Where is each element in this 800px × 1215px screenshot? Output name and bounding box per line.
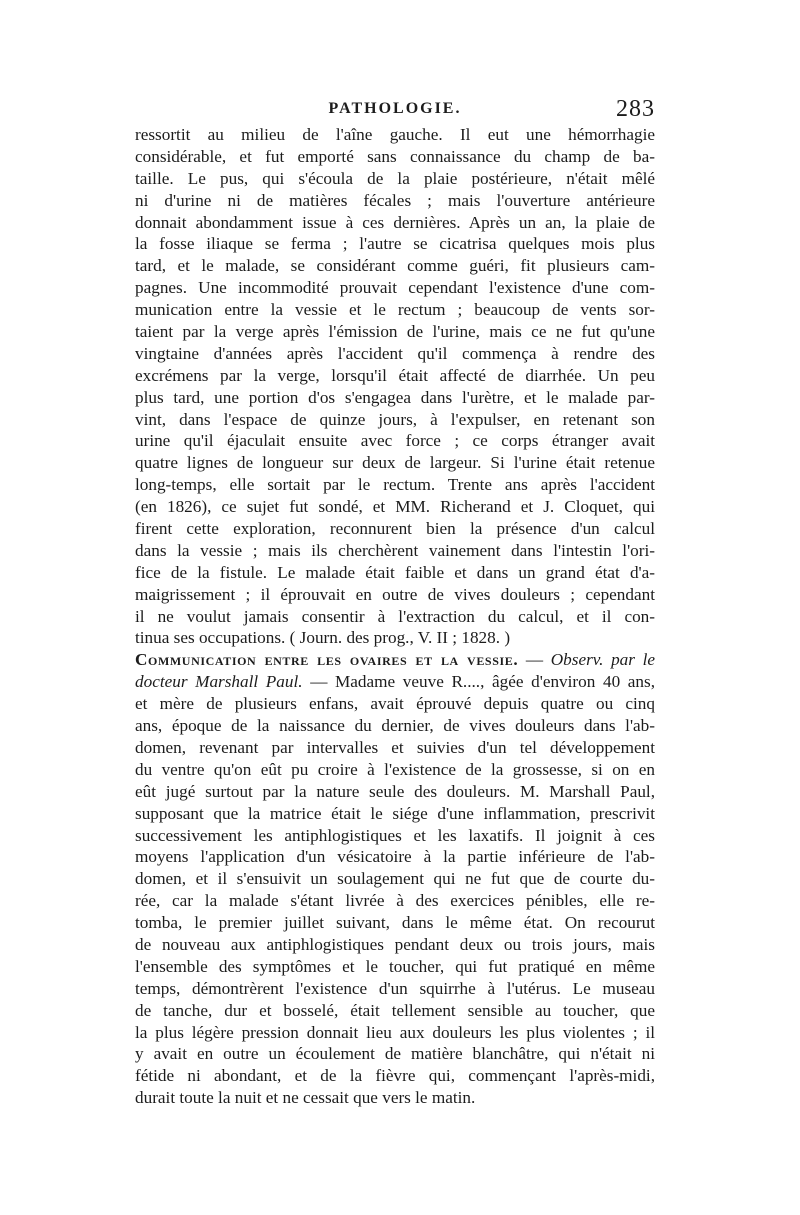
section-dash: — bbox=[518, 650, 551, 670]
text-line: fice de la fistule. Le malade était faible et dans un grand état d'a- bbox=[135, 562, 655, 582]
text-line: ressortit au milieu de l'aîne gauche. Il eut une hémorrhagie bbox=[135, 125, 655, 144]
text-line: tinua ses occupations. ( Journ. des prog., V. II ; 1828. ) bbox=[135, 628, 511, 648]
text-line: maigrissement ; il éprouvait en outre de vives douleurs ; cependant bbox=[135, 584, 655, 604]
text-line: domen, et il s'ensuivit un soulagement qui ne fut que de courte du- bbox=[135, 869, 655, 889]
text-line: fétide ni abondant, et de la fièvre qui, commençant l'après-midi, bbox=[135, 1066, 655, 1086]
text-line: de tanche, dur et bosselé, était tellement sensible au toucher, que bbox=[135, 1000, 655, 1020]
text-line: eût jugé surtout par la nature seule des douleurs. M. Marshall Paul, bbox=[135, 781, 655, 801]
section-lead-text: — Madame veuve R...., âgée d'environ 40 ans, bbox=[302, 672, 655, 692]
text-line: successivement les antiphlogistiques et les laxatifs. Il joignit à ces bbox=[135, 825, 655, 845]
text-line: vingtaine d'années après l'accident qu'il commença à rendre des bbox=[135, 343, 655, 363]
text-line: supposant que la matrice était le siége d'une inflammation, prescrivit bbox=[135, 803, 655, 823]
text-line: pagnes. Une incommodité prouvait cependant l'existence d'une com- bbox=[135, 278, 655, 298]
text-line: rée, car la malade s'étant livrée à des exercices pénibles, elle re- bbox=[135, 891, 655, 911]
text-line: moyens l'application d'un vésicatoire à la partie inférieure de l'ab- bbox=[135, 847, 655, 867]
text-line: urine qu'il éjaculait ensuite avec force ; ce corps étranger avait bbox=[135, 431, 655, 451]
text-line: domen, revenant par intervalles et suivies d'un tel développement bbox=[135, 737, 655, 757]
text-line: plus tard, une portion d'os s'engagea dans l'urètre, et le malade par- bbox=[135, 387, 655, 407]
body-text bbox=[135, 124, 655, 1109]
section-lead-line bbox=[135, 671, 655, 693]
text-line: y avait en outre un écoulement de matière blanchâtre, qui n'était ni bbox=[135, 1044, 655, 1064]
section-heading-line bbox=[135, 649, 655, 671]
text-line: tomba, le premier juillet suivant, dans le même état. On recourut bbox=[135, 913, 655, 933]
text-line: tard, et le malade, se considérant comme guéri, fit plusieurs cam- bbox=[135, 256, 655, 276]
page-number: 283 bbox=[616, 96, 655, 122]
text-line: de nouveau aux antiphlogistiques pendant deux ou trois jours, mais bbox=[135, 934, 655, 954]
text-line: vint, dans l'espace de quinze jours, à l'expulser, en retenant son bbox=[135, 409, 655, 429]
paragraph-ovary-case bbox=[135, 693, 655, 1109]
text-line: il ne voulut jamais consentir à l'extraction du calcul, et il con- bbox=[135, 606, 655, 626]
text-line: taient par la verge après l'émission de l'urine, mais ce ne fut qu'une bbox=[135, 322, 655, 342]
text-line: considérable, et fut emporté sans connaissance du champ de ba- bbox=[135, 146, 655, 166]
running-head: PATHOLOGIE. bbox=[328, 100, 462, 117]
section-source-part1: Observ. par le bbox=[550, 650, 655, 670]
text-line: excrémens par la verge, lorsqu'il était affecté de diarrhée. Un peu bbox=[135, 365, 655, 385]
text-line: temps, démontrèrent l'existence d'un squirrhe à l'utérus. Le museau bbox=[135, 978, 655, 998]
text-line: quatre lignes de longueur sur deux de largeur. Si l'urine était retenue bbox=[135, 453, 655, 473]
text-line: donnait abondamment issue à ces dernières. Après un an, la plaie de bbox=[135, 212, 655, 232]
text-line: la fosse iliaque se ferma ; l'autre se cicatrisa quelques mois plus bbox=[135, 234, 655, 254]
text-line: durait toute la nuit et ne cessait que vers le matin. bbox=[135, 1088, 476, 1108]
text-line: firent cette exploration, reconnurent bien la présence d'un calcul bbox=[135, 519, 655, 539]
paragraph-fistula-case bbox=[135, 124, 655, 649]
text-line: ni d'urine ni de matières fécales ; mais l'ouverture antérieure bbox=[135, 190, 655, 210]
section-heading: Communication entre les ovaires et la vessie. bbox=[135, 650, 519, 670]
text-line: dans la vessie ; mais ils cherchèrent vainement dans l'intestin l'ori- bbox=[135, 540, 655, 560]
text-line: munication entre la vessie et le rectum ; beaucoup de vents sor- bbox=[135, 300, 655, 320]
text-line: la plus légère pression donnait lieu aux douleurs les plus violentes ; il bbox=[135, 1022, 655, 1042]
text-line: l'ensemble des symptômes et le toucher, qui fut pratiqué en même bbox=[135, 956, 655, 976]
text-line: long-temps, elle sortait par le rectum. Trente ans après l'accident bbox=[135, 475, 655, 495]
text-line: du ventre qu'on eût pu croire à l'existence de la grossesse, si on en bbox=[135, 759, 655, 779]
section-source-part2: docteur Marshall Paul. bbox=[135, 672, 303, 692]
text-line: taille. Le pus, qui s'écoula de la plaie postérieure, n'était mêlé bbox=[135, 168, 655, 188]
text-line: (en 1826), ce sujet fut sondé, et MM. Richerand et J. Cloquet, qui bbox=[135, 497, 655, 517]
text-line: et mère de plusieurs enfans, avait éprouvé depuis quatre ou cinq bbox=[135, 694, 655, 714]
text-line: ans, époque de la naissance du dernier, de vives douleurs dans l'ab- bbox=[135, 716, 655, 736]
page-header bbox=[135, 96, 655, 124]
